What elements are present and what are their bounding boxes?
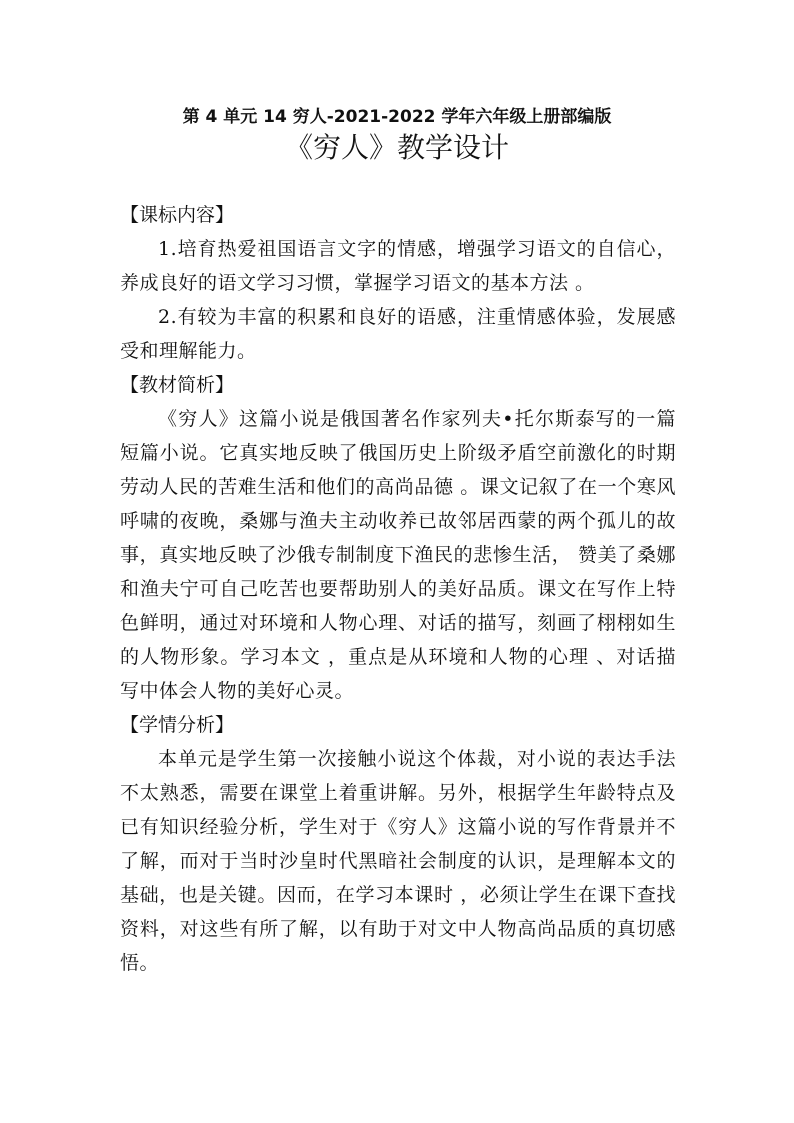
- paragraph-curriculum-2: 2.有较为丰富的积累和良好的语感，注重情感体验，发展感受和理解能力。: [120, 306, 676, 362]
- section-heading-textbook-analysis: 【教材简析】: [120, 374, 235, 396]
- paragraph-curriculum-1: 1.培育热爱祖国语言文字的情感，增强学习语文的自信心，养成良好的语文学习习惯，掌握学习语文的基本方法 。: [120, 238, 676, 294]
- paragraph-textbook-analysis: 《穷人》这篇小说是俄国著名作家列夫•托尔斯泰写的一篇短篇小说。它真实地反映了俄国历史上阶级矛盾空前激化的时期劳动人民的苦难生活和他们的高尚品德 。课文记叙了在一个寒风呼啸的夜晚，桑娜与渔夫主动收养已故邻居西蒙的两个孤儿的故事，真实地反映了沙俄专制制度下渔民的悲惨生活， 赞美了桑娜和渔夫宁可自己吃苦也要帮助别人的美好品质。课文在写作上特色鲜明，通过对环境和人物心理、对话的描写，刻画了栩栩如生的人物形象。学习本文 ，重点是从环境和人物的心理 、对话描写中体会人物的美好心灵。: [120, 408, 676, 702]
- document-body: [120, 198, 676, 980]
- section-heading-student-analysis: 【学情分析】: [120, 714, 235, 736]
- document-subtitle: 《穷人》教学设计: [284, 131, 509, 164]
- section-heading-curriculum: 【课标内容】: [120, 204, 235, 226]
- paragraph-student-analysis: 本单元是学生第一次接触小说这个体裁，对小说的表达手法不太熟悉，需要在课堂上着重讲解。另外，根据学生年龄特点及已有知识经验分析，学生对于《穷人》这篇小说的写作背景并不了解，而对于当时沙皇时代黑暗社会制度的认识，是理解本文的基础，也是关键。因而，在学习本课时 ，必须让学生在课下查找资料，对这些有所了解，以有助于对文中人物高尚品质的真切感悟。: [120, 748, 676, 974]
- document-title: 第 4 单元 14 穷人-2021-2022 学年六年级上册部编版: [182, 107, 612, 127]
